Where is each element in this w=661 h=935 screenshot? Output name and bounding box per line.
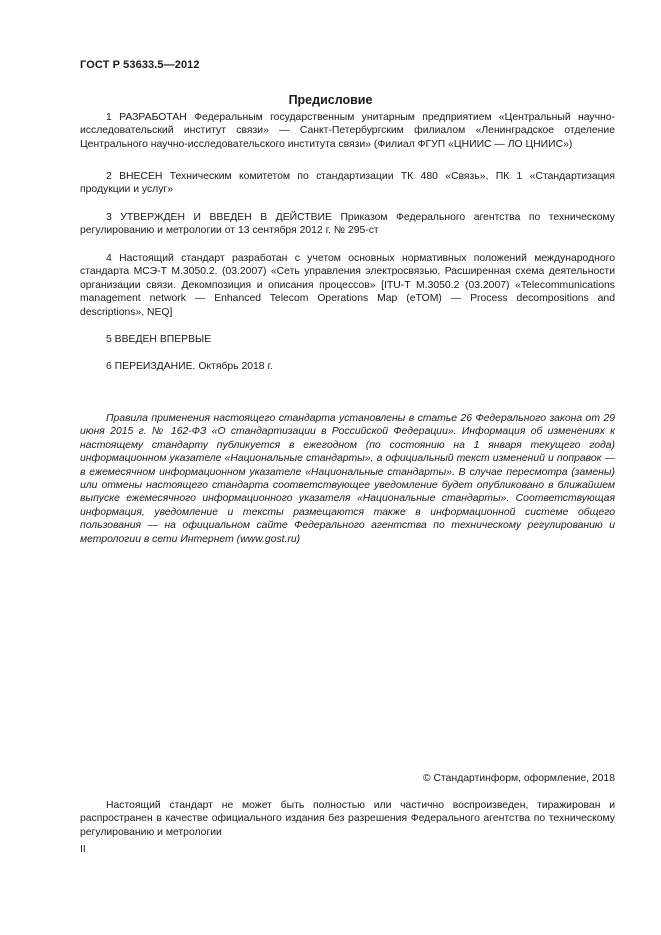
paragraph-2: 2 ВНЕСЕН Техническим комитетом по стандартизации ТК 480 «Связь», ПК 1 «Стандартизация продукции и услуг» (80, 171, 615, 196)
paragraph-3: 3 УТВЕРЖДЕН И ВВЕДЕН В ДЕЙСТВИЕ Приказом Федерального агентства по техническому регулированию и метрологии от 13 сентября 2012 г. № 295-ст (80, 212, 615, 237)
page-number: II (80, 844, 86, 855)
paragraph-4: 4 Настоящий стандарт разработан с учетом основных нормативных положений международного стандарта МСЭ-Т М.3050.2. (03.2007) «Сеть управления электросвязью. Расширенная схема деятельности организации связи. Декомпозиция и описания процессов» [ITU-T M.3050.2 (03.2007) «Telecommunications management network — Enhanced Telecom Operations Map (eTOM) — Process decompositions and descriptions», NEQ] (80, 253, 615, 318)
copyright-line: © Стандартинформ, оформление, 2018 (422, 773, 615, 784)
paragraph-5: 5 ВВЕДЕН ВПЕРВЫЕ (106, 334, 212, 345)
standard-code: ГОСТ Р 53633.5—2012 (80, 59, 200, 71)
paragraph-1: 1 РАЗРАБОТАН Федеральным государственным унитарным предприятием «Центральный научно-исследовательский институт связи» — Санкт-Петербургским филиалом «Ленинградское отделение Центрального научно-исследовательского института связи» (Филиал ФГУП «ЦНИИС — ЛО ЦНИИС») (80, 112, 615, 150)
reproduction-notice: Настоящий стандарт не может быть полностью или частично воспроизведен, тиражирован и распространен в качестве официального издания без разрешения Федерального агентства по техническому регулированию и метрологии (80, 800, 615, 838)
paragraph-6: 6 ПЕРЕИЗДАНИЕ. Октябрь 2018 г. (106, 361, 273, 372)
page-title: Предисловие (288, 93, 373, 107)
rules-notice: Правила применения настоящего стандарта установлены в статье 26 Федерального закона от 29 июня 2015 г. № 162-ФЗ «О стандартизации в Российской Федерации». Информация об изменениях к настоящему стандарту публикуется в ежегодном (по состоянию на 1 января текущего года) информационном указателе «Национальные стандарты», а официальный текст изменений и поправок — в ежемесячном информационном указателе «Национальные стандарты». В случае пересмотра (замены) или отмены настоящего стандарта соответствующее уведомление будет опубликовано в ближайшем выпуске ежемесячного информационного указателя «Национальные стандарты». Соответствующая информация, уведомление и тексты размещаются также в информационной системе общего пользования — на официальном сайте Федерального агентства по техническому регулированию и метрологии в сети Интернет (www.gost.ru) (80, 413, 615, 545)
